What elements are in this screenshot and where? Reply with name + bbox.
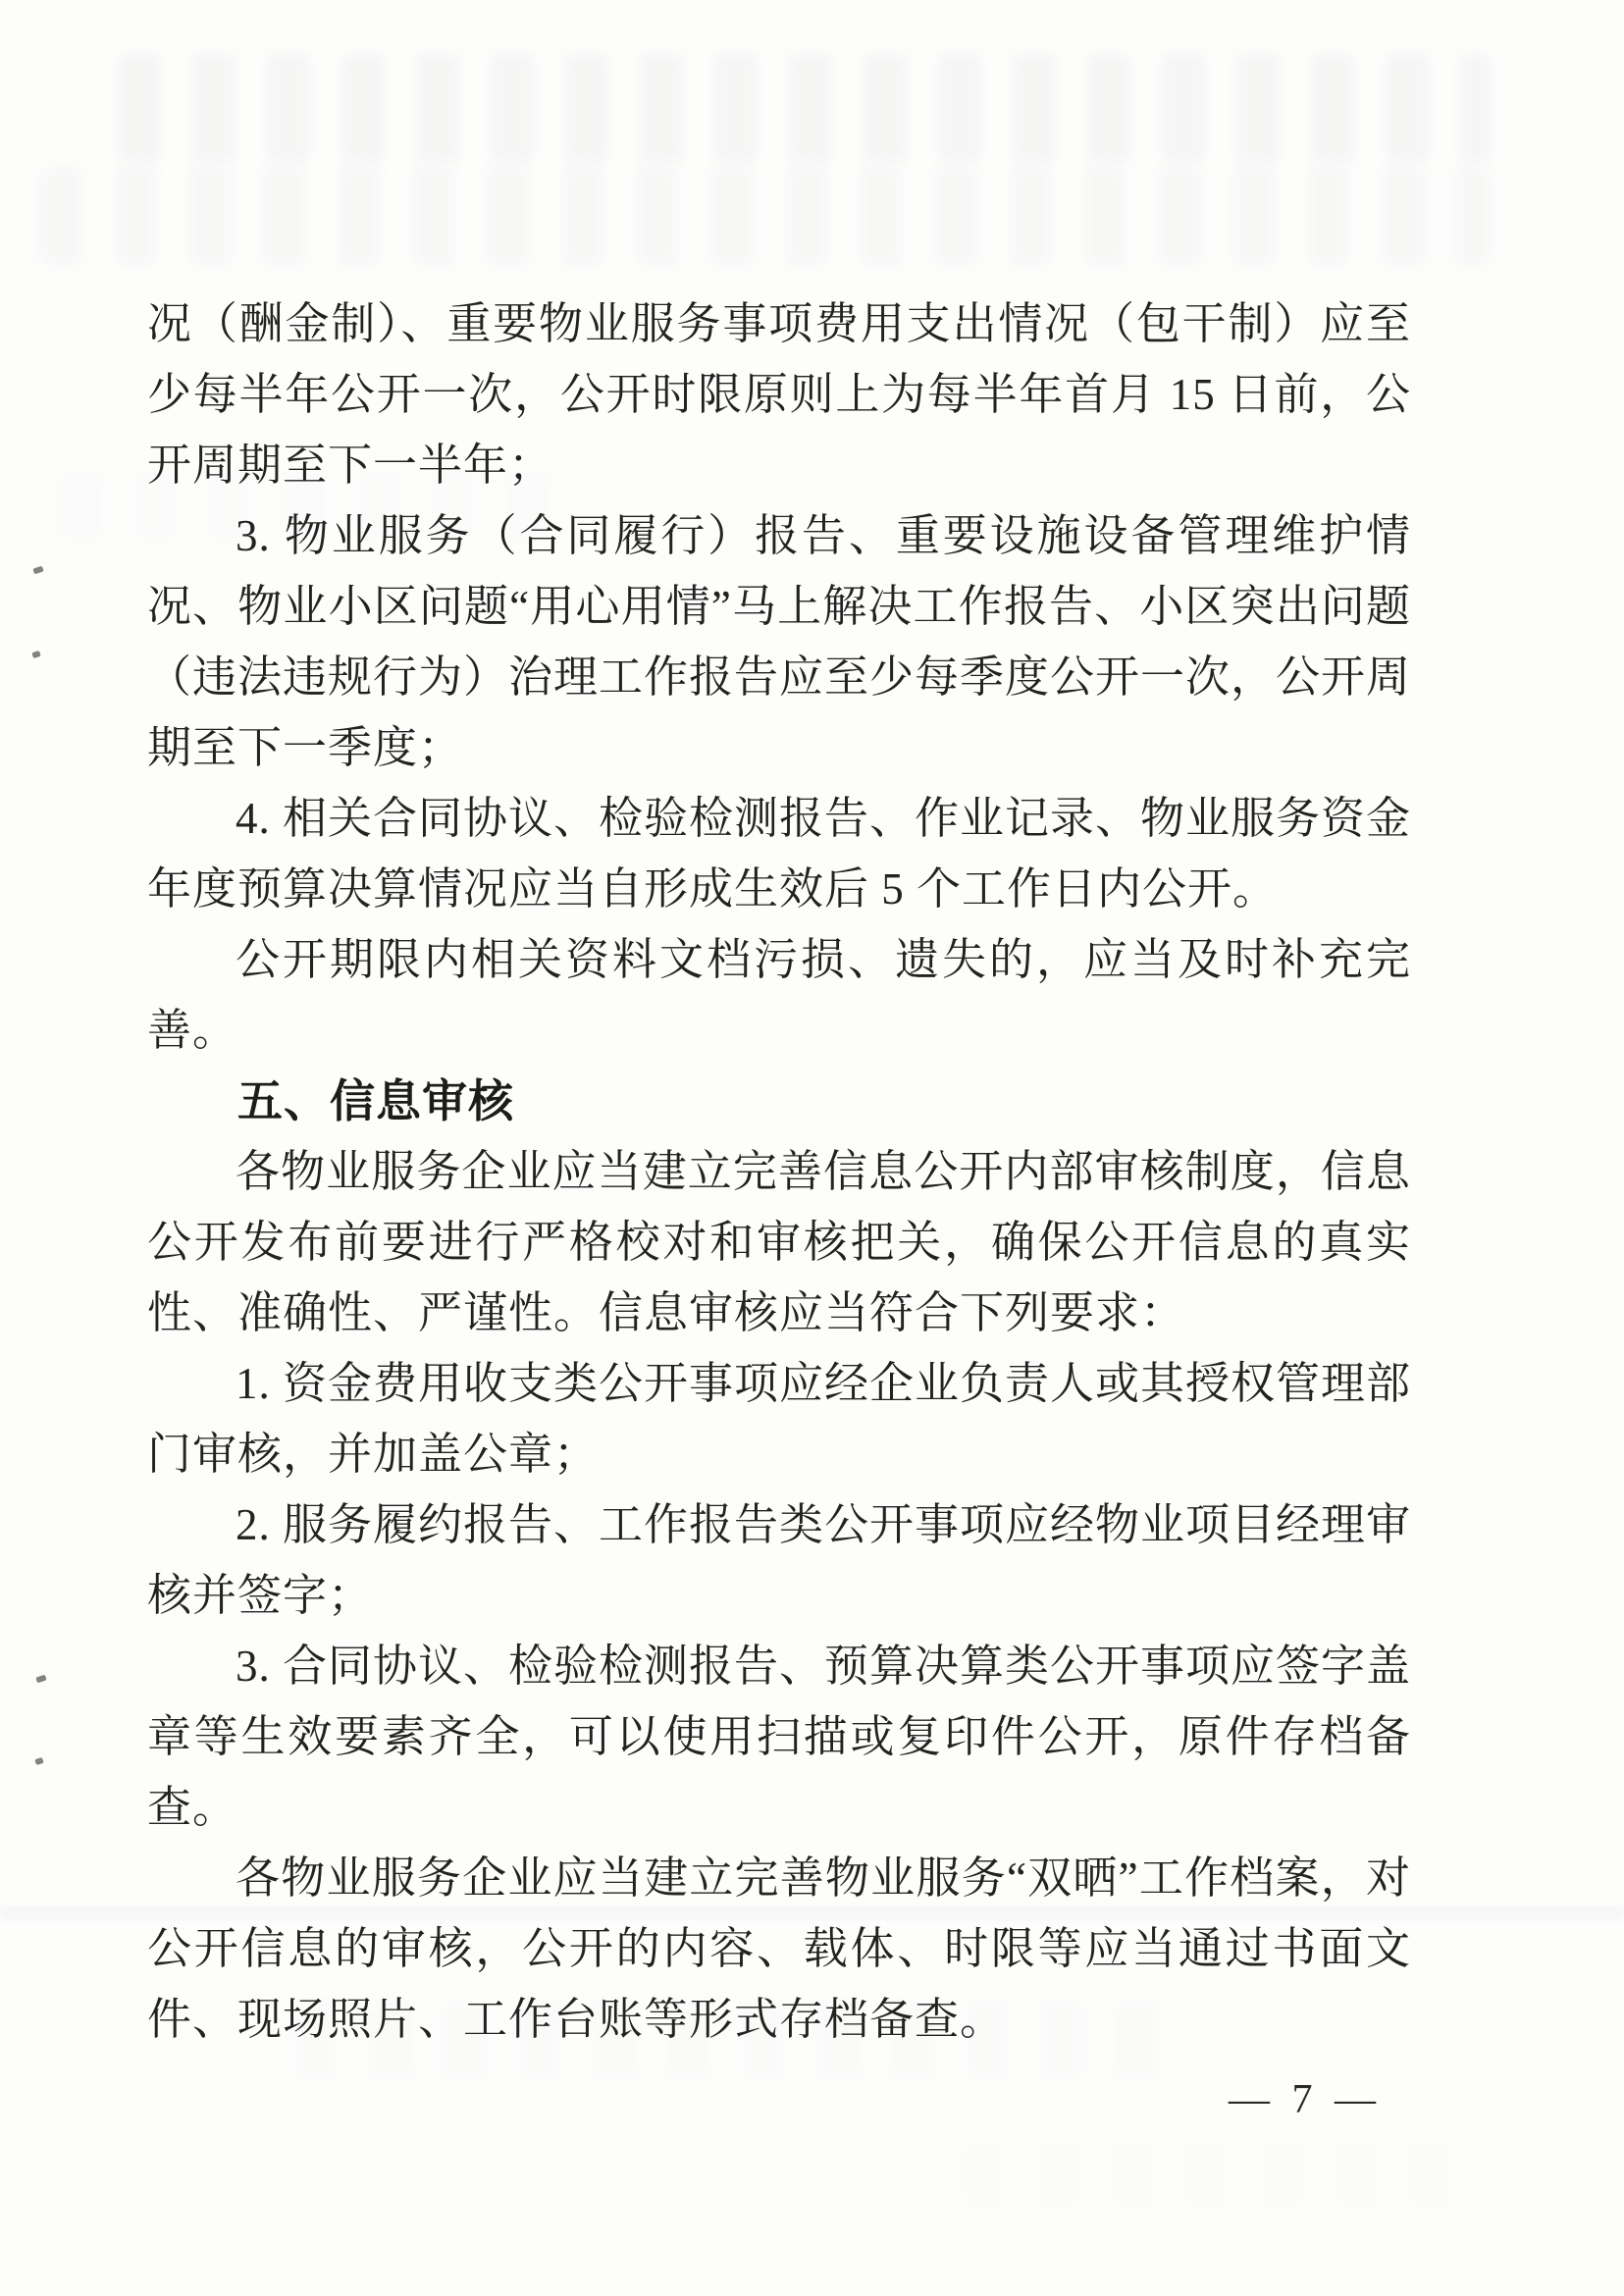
paragraph-continued: 况（酬金制）、重要物业服务事项费用支出情况（包干制）应至少每半年公开一次，公开时限原则上为每半年首月 15 日前，公开周期至下一半年； <box>147 299 1411 490</box>
paragraph-review-item-2: 2. 服务履约报告、工作报告类公开事项应经物业项目经理审核并签字； <box>147 1500 1412 1620</box>
paragraph-item-3: 3. 物业服务（合同履行）报告、重要设施设备管理维护情况、物业小区问题“用心用情”马上解决工作报告、小区突出问题（违法违规行为）治理工作报告应至少每季度公开一次，公开周期至下一季度； <box>147 511 1412 772</box>
toner-speck <box>32 566 43 575</box>
paragraph-review-item-1: 1. 资金费用收支类公开事项应经企业负责人或其授权管理部门审核，并加盖公章； <box>147 1359 1412 1479</box>
bleedthrough-ghost <box>39 167 1492 265</box>
bleedthrough-ghost <box>118 54 1492 162</box>
paragraph-supplement-note: 公开期限内相关资料文档污损、遗失的，应当及时补充完善。 <box>147 935 1411 1055</box>
page-number: — 7 — <box>1229 2077 1382 2122</box>
toner-speck <box>34 1757 43 1765</box>
paragraph-review-intro: 各物业服务企业应当建立完善信息公开内部审核制度，信息公开发布前要进行严格校对和审核把关，确保公开信息的真实性、准确性、严谨性。信息审核应当符合下列要求： <box>147 1147 1411 1337</box>
paragraph-archive-requirement: 各物业服务企业应当建立完善物业服务“双晒”工作档案，对公开信息的审核，公开的内容、载体、时限等应当通过书面文件、现场照片、工作台账等形式存档备查。 <box>147 1853 1411 2044</box>
toner-speck <box>31 651 40 658</box>
paragraph-review-item-3: 3. 合同协议、检验检测报告、预算决算类公开事项应签字盖章等生效要素齐全，可以使用扫描或复印件公开，原件存档备查。 <box>147 1642 1412 1832</box>
toner-speck <box>35 1675 46 1684</box>
document-body <box>147 288 1411 2055</box>
bleedthrough-ghost <box>962 2139 1472 2208</box>
section-heading: 五、信息审核 <box>237 1075 514 1126</box>
paragraph-item-4: 4. 相关合同协议、检验检测报告、作业记录、物业服务资金年度预算决算情况应当自形成生效后 5 个工作日内公开。 <box>147 794 1412 913</box>
